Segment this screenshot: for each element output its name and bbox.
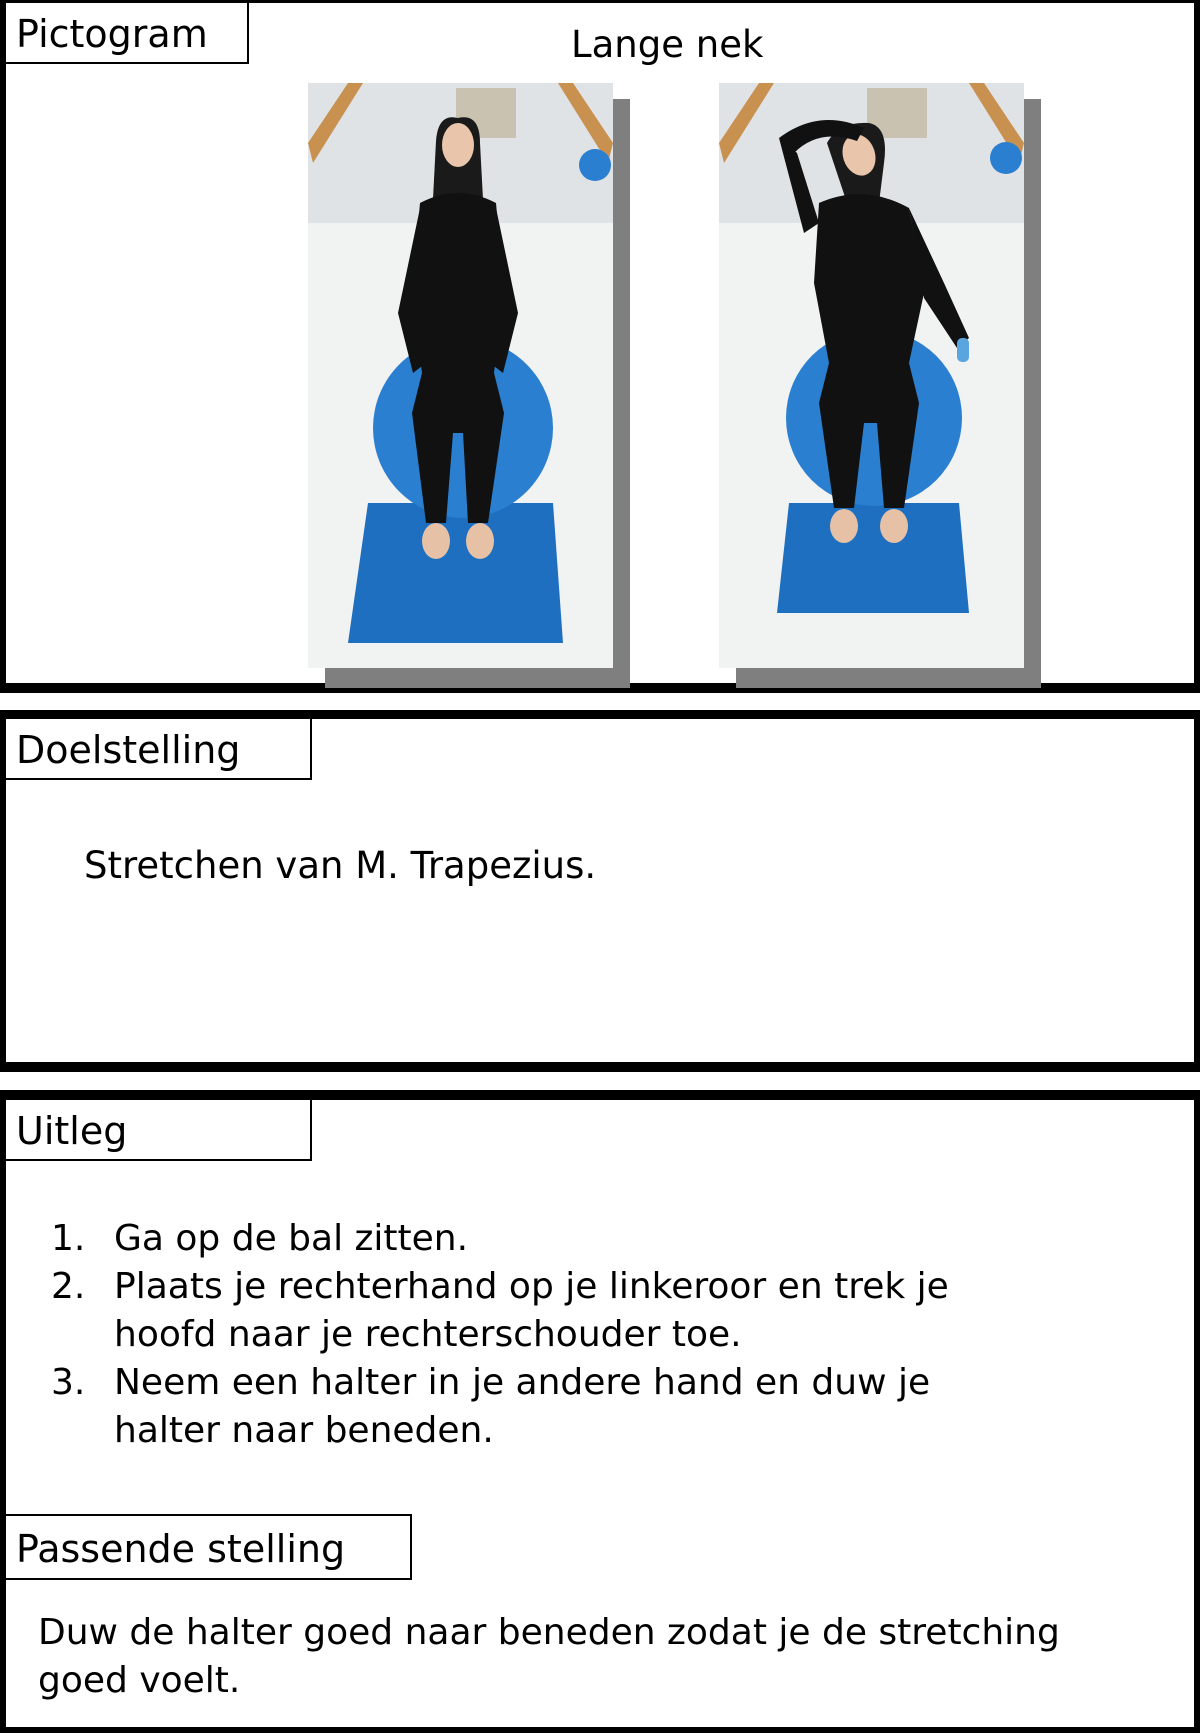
list-item bbox=[51, 1359, 1014, 1455]
step-number: 1. bbox=[51, 1218, 86, 1259]
step-text: Plaats je rechterhand op je linkeroor en trek je hoofd naar je rechterschouder toe. bbox=[114, 1266, 949, 1355]
step-text: Ga op de bal zitten. bbox=[114, 1218, 469, 1259]
list-item bbox=[51, 1263, 1014, 1359]
stretch-position-image bbox=[719, 83, 1024, 668]
start-position-image bbox=[308, 83, 613, 668]
doelstelling-text: Stretchen van M. Trapezius. bbox=[84, 844, 597, 887]
passende-stelling-label: Passende stelling bbox=[6, 1514, 412, 1580]
stretch-position-photo bbox=[719, 83, 1041, 688]
exercise-title: Lange nek bbox=[571, 23, 764, 66]
pictogram-panel bbox=[0, 0, 1200, 693]
steps-list bbox=[51, 1215, 1014, 1455]
doelstelling-panel bbox=[0, 710, 1200, 1072]
passende-stelling-text: Duw de halter goed naar beneden zodat je de stretching goed voelt. bbox=[38, 1612, 1060, 1701]
pictogram-label: Pictogram bbox=[6, 3, 249, 64]
uitleg-panel bbox=[0, 1090, 1200, 1733]
list-item bbox=[51, 1215, 1014, 1263]
doelstelling-label: Doelstelling bbox=[6, 719, 312, 780]
step-number: 2. bbox=[51, 1266, 86, 1307]
step-text: Neem een halter in je andere hand en duw je halter naar beneden. bbox=[114, 1362, 931, 1451]
step-number: 3. bbox=[51, 1362, 86, 1403]
start-position-photo bbox=[308, 83, 630, 688]
uitleg-label: Uitleg bbox=[6, 1100, 312, 1161]
